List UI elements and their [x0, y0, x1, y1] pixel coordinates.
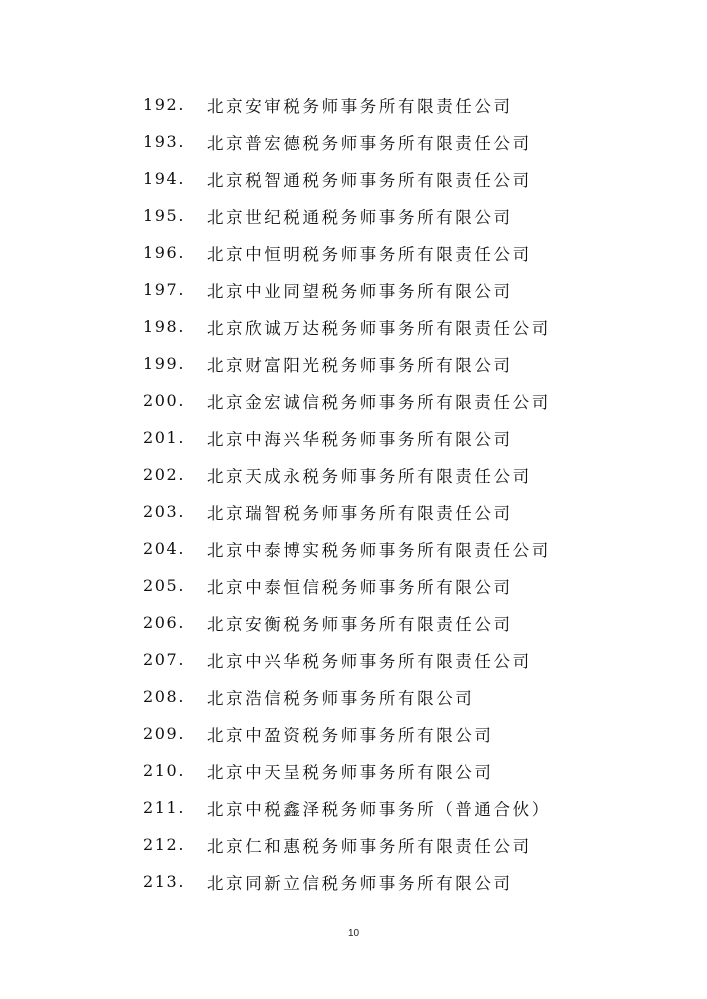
item-number: 199. [143, 354, 186, 373]
list-item [143, 345, 551, 382]
firm-name: 北京欣诚万达税务师事务所有限责任公司 [207, 318, 551, 338]
list-item [143, 271, 551, 308]
firm-name: 北京瑞智税务师事务所有限责任公司 [207, 503, 513, 523]
item-number: 200. [143, 391, 186, 410]
firm-name: 北京中泰博实税务师事务所有限责任公司 [207, 540, 551, 560]
list-item [143, 752, 551, 789]
firm-name: 北京普宏德税务师事务所有限责任公司 [207, 133, 532, 153]
item-number: 206. [143, 613, 186, 632]
item-number: 205. [143, 576, 186, 595]
item-number: 203. [143, 502, 186, 521]
list-item [143, 863, 551, 900]
firm-name: 北京仁和惠税务师事务所有限责任公司 [207, 836, 532, 856]
list-item [143, 641, 551, 678]
list-item [143, 382, 551, 419]
item-number: 212. [143, 835, 186, 854]
list-item [143, 493, 551, 530]
item-number: 198. [143, 317, 186, 336]
firm-name: 北京中泰恒信税务师事务所有限公司 [207, 577, 513, 597]
list-item [143, 789, 551, 826]
item-number: 196. [143, 243, 186, 262]
item-number: 210. [143, 761, 186, 780]
firm-name: 北京安审税务师事务所有限责任公司 [207, 96, 513, 116]
firm-name: 北京税智通税务师事务所有限责任公司 [207, 170, 532, 190]
firm-name: 北京天成永税务师事务所有限责任公司 [207, 466, 532, 486]
list-item [143, 160, 551, 197]
page-number: 10 [347, 928, 360, 939]
item-number: 194. [143, 169, 186, 188]
item-number: 211. [143, 798, 186, 817]
firm-name: 北京中兴华税务师事务所有限责任公司 [207, 651, 532, 671]
list-item [143, 308, 551, 345]
firm-name: 北京同新立信税务师事务所有限公司 [207, 873, 513, 893]
firm-name: 北京中业同望税务师事务所有限公司 [207, 281, 513, 301]
item-number: 209. [143, 724, 186, 743]
item-number: 197. [143, 280, 186, 299]
item-number: 207. [143, 650, 186, 669]
firm-name: 北京安衡税务师事务所有限责任公司 [207, 614, 513, 634]
list-item [143, 530, 551, 567]
list-item [143, 826, 551, 863]
firm-list [143, 86, 551, 900]
list-item [143, 419, 551, 456]
item-number: 202. [143, 465, 186, 484]
item-number: 213. [143, 872, 186, 891]
list-item [143, 197, 551, 234]
list-item [143, 123, 551, 160]
firm-name: 北京中海兴华税务师事务所有限公司 [207, 429, 513, 449]
list-item [143, 715, 551, 752]
item-number: 201. [143, 428, 186, 447]
firm-name: 北京中天呈税务师事务所有限公司 [207, 762, 494, 782]
list-item [143, 604, 551, 641]
firm-name: 北京中恒明税务师事务所有限责任公司 [207, 244, 532, 264]
item-number: 208. [143, 687, 186, 706]
list-item [143, 567, 551, 604]
item-number: 192. [143, 95, 186, 114]
item-number: 195. [143, 206, 186, 225]
firm-name: 北京世纪税通税务师事务所有限公司 [207, 207, 513, 227]
firm-name: 北京中税鑫泽税务师事务所（普通合伙） [207, 799, 551, 819]
list-item [143, 234, 551, 271]
list-item [143, 456, 551, 493]
firm-name: 北京中盈资税务师事务所有限公司 [207, 725, 494, 745]
list-item [143, 86, 551, 123]
item-number: 193. [143, 132, 186, 151]
firm-name: 北京金宏诚信税务师事务所有限责任公司 [207, 392, 551, 412]
item-number: 204. [143, 539, 186, 558]
firm-name: 北京财富阳光税务师事务所有限公司 [207, 355, 513, 375]
firm-name: 北京浩信税务师事务所有限公司 [207, 688, 475, 708]
list-item [143, 678, 551, 715]
